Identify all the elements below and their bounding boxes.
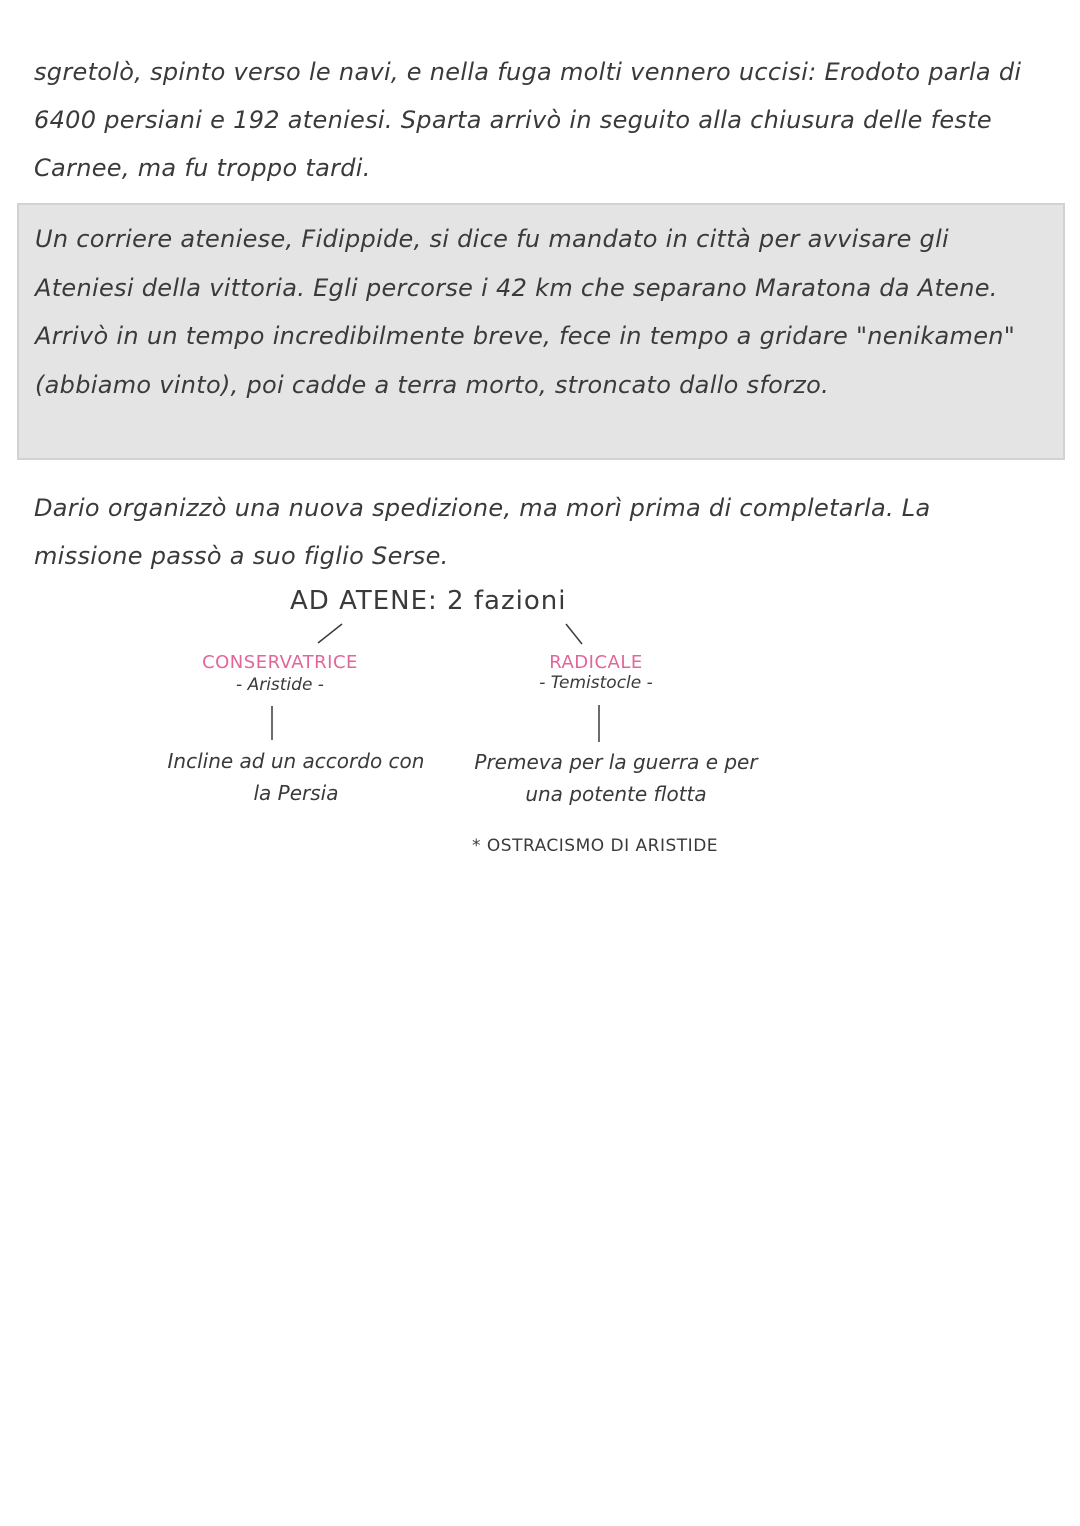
paragraph-battle-aftermath: sgretolò, spinto verso le navi, e nella fuga molti vennero uccisi: Erodoto parla di 6400 persiani e 192 ateniesi. Sparta arrivò in seguito alla chiusura delle feste Carnee, ma fu troppo tardi. bbox=[34, 58, 1022, 182]
diagram-title: AD ATENE: 2 fazioni bbox=[290, 586, 567, 616]
fidippide-callout-box bbox=[17, 203, 1065, 460]
faction-leader-temistocle: - Temistocle - bbox=[539, 673, 653, 693]
connector-title-right bbox=[566, 624, 582, 644]
faction-label-radicale: RADICALE bbox=[549, 652, 643, 673]
faction-desc-conservatrice: Incline ad un accordo con la Persia bbox=[167, 749, 425, 805]
ostracism-note: * OSTRACISMO DI ARISTIDE bbox=[472, 836, 719, 856]
faction-label-conservatrice: CONSERVATRICE bbox=[202, 652, 358, 673]
faction-leader-aristide: - Aristide - bbox=[236, 675, 324, 695]
faction-desc-radicale: Premeva per la guerra e per una potente flotta bbox=[474, 750, 758, 806]
paragraph-dario-serse: Dario organizzò una nuova spedizione, ma morì prima di completarla. La missione passò a suo figlio Serse. bbox=[34, 494, 931, 570]
callout-text: Un corriere ateniese, Fidippide, si dice fu mandato in città per avvisare gli Ateniesi della vittoria. Egli percorse i 42 km che separano Maratona da Atene. Arrivò in un tempo incredibilmente breve, fece in tempo a gridare "nenikamen" (abbiamo vinto), poi cadde a terra morto, stroncato dallo sforzo. bbox=[35, 225, 1016, 399]
connector-title-left bbox=[318, 624, 342, 643]
